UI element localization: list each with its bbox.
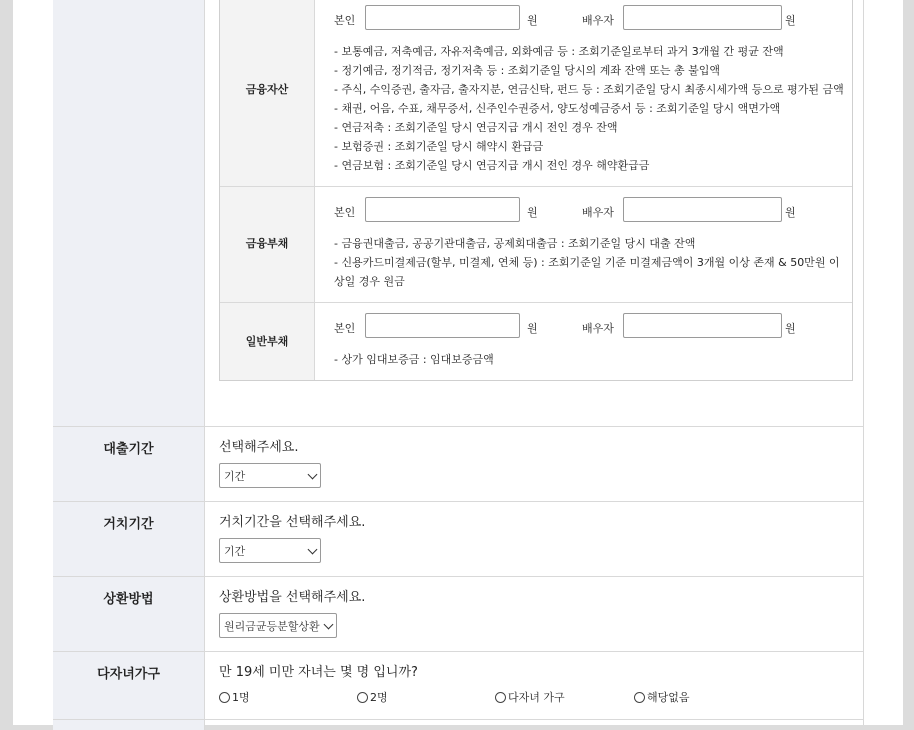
option-1-child[interactable] xyxy=(219,689,250,705)
repayment-label-cell xyxy=(53,577,205,651)
assets-row-label-cell xyxy=(53,0,205,426)
loan-period-select[interactable] xyxy=(219,463,321,488)
loan-period-row xyxy=(53,427,863,502)
loan-period-label-cell xyxy=(53,427,205,501)
chevron-down-icon xyxy=(308,470,318,480)
grace-period-body xyxy=(205,502,863,576)
grace-period-label-cell xyxy=(53,502,205,576)
loan-period-body xyxy=(205,427,863,501)
option-label: 다자녀 가구 xyxy=(508,691,565,704)
financial-assets-notes xyxy=(334,42,848,175)
radio-button[interactable] xyxy=(634,692,645,703)
radio-button[interactable] xyxy=(495,692,506,703)
multi-child-label-cell xyxy=(53,652,205,719)
financial-liabilities-spouse-input[interactable] xyxy=(623,197,782,222)
financial-liabilities-label-cell xyxy=(220,187,315,302)
assets-row xyxy=(53,0,863,427)
multi-child-row xyxy=(53,652,863,720)
unit-label: 원 xyxy=(527,14,538,27)
general-liabilities-label: 일반부채 xyxy=(245,335,289,348)
financial-assets-row xyxy=(220,0,852,187)
self-label: 본인 xyxy=(334,206,356,219)
self-label: 본인 xyxy=(334,14,356,27)
unit-label: 원 xyxy=(527,206,538,219)
unit-label: 원 xyxy=(785,322,796,335)
repayment-row xyxy=(53,577,863,652)
note-line: - 채권, 어음, 수표, 채무증서, 신주인수권증서, 양도성예금증서 등 : 조회기준일 당시 액면가액 xyxy=(334,102,781,115)
note-line: - 보통예금, 저축예금, 자유저축예금, 외화예금 등 : 조회기준일로부터 과거 3개월 간 평균 잔액 xyxy=(334,45,784,58)
general-liabilities-label-cell xyxy=(220,303,315,380)
general-liabilities-spouse-input[interactable] xyxy=(623,313,782,338)
radio-button[interactable] xyxy=(219,692,230,703)
note-line: - 주식, 수익증권, 출자금, 출자지분, 연금신탁, 펀드 등 : 조회기준일 당시 최종시세가액 등으로 평가된 금액 xyxy=(334,83,844,96)
multi-child-question: 만 19세 미만 자녀는 몇 명 입니까? xyxy=(219,665,418,680)
financial-liabilities-row xyxy=(220,187,852,303)
general-liabilities-body xyxy=(315,303,852,380)
self-label: 본인 xyxy=(334,322,356,335)
repayment-body xyxy=(205,577,863,651)
note-line: - 연금저축 : 조회기준일 당시 연금지급 개시 전인 경우 잔액 xyxy=(334,121,618,134)
option-2-children[interactable] xyxy=(357,689,388,705)
spouse-label: 배우자 xyxy=(582,206,614,219)
repayment-question: 상환방법을 선택해주세요. xyxy=(219,590,366,605)
spouse-label: 배우자 xyxy=(582,322,614,335)
note-line: - 상가 임대보증금 : 임대보증금액 xyxy=(334,353,494,366)
unit-label: 원 xyxy=(527,322,538,335)
option-label: 2명 xyxy=(370,691,388,704)
financial-liabilities-notes xyxy=(334,234,848,291)
grace-period-select-value: 기간 xyxy=(224,545,246,558)
repayment-select[interactable] xyxy=(219,613,337,638)
next-row xyxy=(53,720,863,730)
financial-assets-spouse-input[interactable] xyxy=(623,5,782,30)
note-line: - 금융권대출금, 공공기관대출금, 공제회대출금 : 조회기준일 당시 대출 잔액 xyxy=(334,237,696,250)
financial-liabilities-label: 금융부채 xyxy=(245,237,289,250)
repayment-select-value: 원리금균등분할상환 xyxy=(224,620,320,633)
radio-button[interactable] xyxy=(357,692,368,703)
note-line: - 신용카드미결제금(할부, 미결제, 연체 등) : 조회기준일 기준 미결제금액이 3개월 이상 존재 & 50만원 이상일 경우 원금 xyxy=(334,256,840,288)
general-liabilities-self-input[interactable] xyxy=(365,313,520,338)
loan-form xyxy=(53,0,864,725)
unit-label: 원 xyxy=(785,14,796,27)
option-multi-child[interactable] xyxy=(495,689,565,705)
page xyxy=(13,0,903,725)
loan-period-question: 선택해주세요. xyxy=(219,440,299,455)
general-liabilities-row xyxy=(220,303,852,380)
financial-assets-body xyxy=(315,0,852,186)
financial-assets-self-input[interactable] xyxy=(365,5,520,30)
note-line: - 보험증권 : 조회기준일 당시 해약시 환급금 xyxy=(334,140,544,153)
assets-table xyxy=(219,0,853,381)
option-label: 1명 xyxy=(232,691,250,704)
financial-liabilities-self-input[interactable] xyxy=(365,197,520,222)
financial-assets-label: 금융자산 xyxy=(245,83,289,96)
option-label: 해당없음 xyxy=(647,691,690,704)
loan-period-select-value: 기간 xyxy=(224,470,246,483)
general-liabilities-notes xyxy=(334,350,848,369)
multi-child-body xyxy=(205,652,863,719)
chevron-down-icon xyxy=(324,620,334,630)
multi-child-label: 다자녀가구 xyxy=(97,667,160,682)
financial-assets-label-cell xyxy=(220,0,315,186)
chevron-down-icon xyxy=(308,545,318,555)
spouse-label: 배우자 xyxy=(582,14,614,27)
note-line: - 정기예금, 정기적금, 정기저축 등 : 조회기준일 당시의 계좌 잔액 또는 총 불입액 xyxy=(334,64,721,77)
grace-period-label: 거치기간 xyxy=(103,517,154,532)
financial-liabilities-body xyxy=(315,187,852,302)
next-row-label-cell xyxy=(53,720,205,730)
grace-period-question: 거치기간을 선택해주세요. xyxy=(219,515,366,530)
repayment-label: 상환방법 xyxy=(103,592,154,607)
unit-label: 원 xyxy=(785,206,796,219)
option-none[interactable] xyxy=(634,689,690,705)
grace-period-select[interactable] xyxy=(219,538,321,563)
grace-period-row xyxy=(53,502,863,577)
note-line: - 연금보험 : 조회기준일 당시 연금지급 개시 전인 경우 해약환급금 xyxy=(334,159,650,172)
loan-period-label: 대출기간 xyxy=(103,442,154,457)
